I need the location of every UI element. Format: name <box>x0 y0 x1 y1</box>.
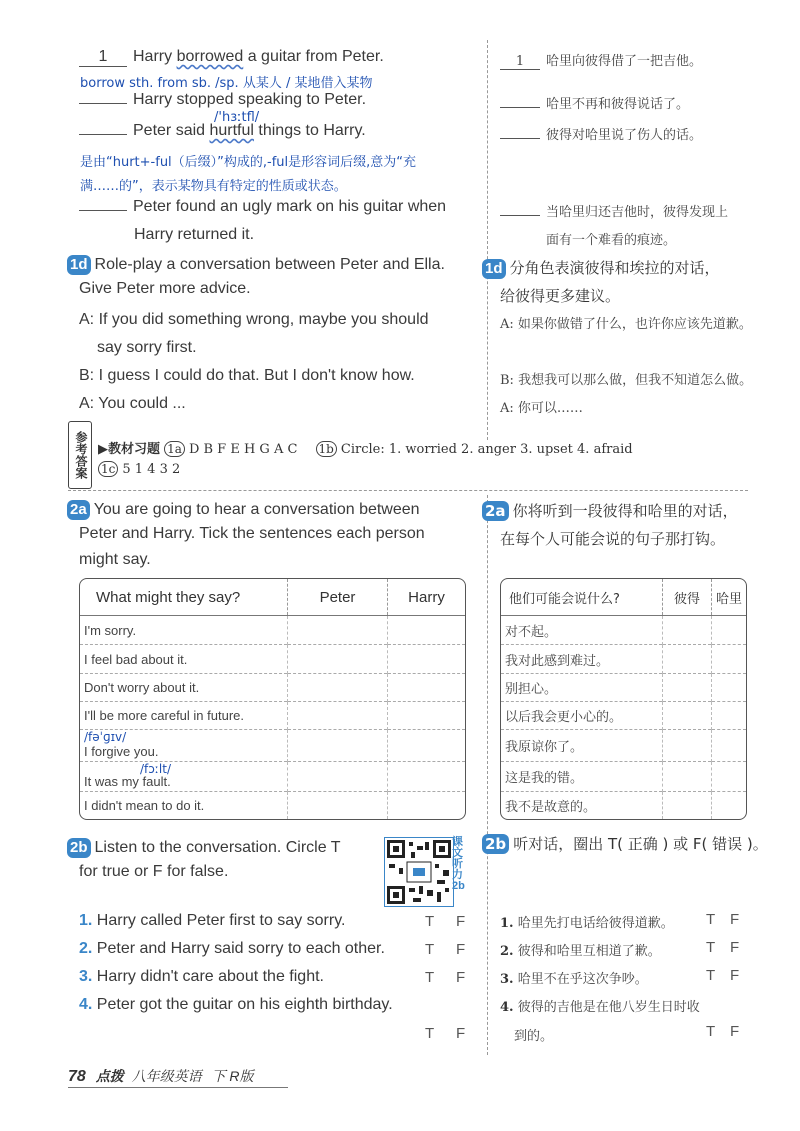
book-title: 八年级英语 <box>131 1068 202 1084</box>
row-text: I'm sorry. <box>80 616 288 645</box>
s1d-title: 1d Role-play a conversation between Peter and Ella. <box>67 255 445 275</box>
brand: 点拨 <box>95 1068 124 1084</box>
answer-blank[interactable] <box>79 134 127 135</box>
answers-line-2: 1c 5 1 4 3 2 <box>98 461 180 477</box>
page-number: 78 <box>68 1068 86 1085</box>
table-row <box>501 730 746 762</box>
table-row <box>501 702 746 730</box>
tick-cell[interactable] <box>663 792 712 819</box>
false-option[interactable]: F <box>730 1023 740 1040</box>
table-row <box>80 730 465 762</box>
false-option[interactable]: F <box>456 1025 466 1042</box>
false-option[interactable]: F <box>456 913 466 930</box>
table-row <box>80 792 465 819</box>
table-header: What might they say? <box>80 579 288 616</box>
section-badge-1d: 1d <box>482 259 506 279</box>
s1c-cn-item-4: 当哈里归还吉他时，彼得发现上 <box>500 201 728 220</box>
tick-cell[interactable] <box>712 762 747 792</box>
table-header-peter: Peter <box>288 579 388 616</box>
table-row <box>80 645 465 674</box>
tick-cell[interactable] <box>388 792 466 819</box>
true-option[interactable]: T <box>425 913 435 930</box>
tick-table-cn <box>500 578 747 820</box>
dialog-line-cn: B: 我想我可以那么做，但我不知道怎么做。 <box>500 373 753 388</box>
dialog-line: say sorry first. <box>97 339 197 356</box>
row-text: Don't worry about it. <box>80 674 288 702</box>
note-borrow: borrow sth. from sb. /sp. 从某人 / 某地借入某物 <box>80 76 373 91</box>
table-row <box>80 762 465 792</box>
tick-cell[interactable] <box>288 674 388 702</box>
true-option[interactable]: T <box>425 1025 435 1042</box>
s1c-item-3: Peter said hurtful things to Harry. <box>79 122 366 140</box>
tick-cell[interactable] <box>663 645 712 674</box>
tick-cell[interactable] <box>712 702 747 730</box>
row-text: 我不是故意的。 <box>501 792 663 819</box>
answer-blank[interactable]: 1 <box>500 54 540 70</box>
tf-item: 3. Harry didn't care about the fight. <box>79 968 324 985</box>
table-header-peter: 彼得 <box>663 579 712 616</box>
false-option[interactable]: F <box>456 969 466 986</box>
page-footer <box>68 1066 253 1086</box>
tick-cell[interactable] <box>663 616 712 645</box>
tick-cell[interactable] <box>712 674 747 702</box>
tick-cell[interactable] <box>663 762 712 792</box>
tf-item: 2. Peter and Harry said sorry to each other. <box>79 940 385 957</box>
s2a-title-cn-2: 在每个人可能会说的句子那打钩。 <box>500 530 726 548</box>
true-option[interactable]: T <box>706 911 716 928</box>
tick-cell[interactable] <box>712 616 747 645</box>
answer-blank[interactable] <box>79 103 127 104</box>
answer-blank[interactable] <box>500 107 540 108</box>
s1c-item-1: 1 Harry borrowed a guitar from Peter. <box>79 48 384 67</box>
tick-cell[interactable] <box>388 730 466 762</box>
tick-cell[interactable] <box>663 730 712 762</box>
tick-cell[interactable] <box>288 645 388 674</box>
dialog-line: A: You could ... <box>79 395 186 412</box>
false-option[interactable]: F <box>730 967 740 984</box>
s1c-cn-item-4-cont: 面有一个难看的痕迹。 <box>546 233 677 248</box>
s1c-item-4-cont: Harry returned it. <box>134 226 255 243</box>
true-option[interactable]: T <box>706 939 716 956</box>
s2b-title: 2b Listen to the conversation. Circle T <box>67 838 341 858</box>
table-header-harry: Harry <box>388 579 466 616</box>
row-text: /fəˈɡɪv/ I forgive you. <box>80 730 288 762</box>
qr-code-icon <box>387 840 451 904</box>
s1c-cn-item-3: 彼得对哈里说了伤人的话。 <box>500 124 702 143</box>
tick-cell[interactable] <box>388 762 466 792</box>
table-row <box>80 674 465 702</box>
dialog-line: B: I guess I could do that. But I don't know how. <box>79 367 415 384</box>
section-badge-2b: 2b <box>482 834 509 854</box>
false-option[interactable]: F <box>730 939 740 956</box>
answer-blank[interactable] <box>500 138 540 139</box>
table-row <box>501 674 746 702</box>
row-text: 以后我会更小心的。 <box>501 702 663 730</box>
table-row <box>501 645 746 674</box>
answer-blank[interactable] <box>500 215 540 216</box>
tick-cell[interactable] <box>712 730 747 762</box>
tick-cell[interactable] <box>663 674 712 702</box>
tf-item-cn: 2. 彼得和哈里互相道了歉。 <box>500 944 661 959</box>
s1c-cn-item-2: 哈里不再和彼得说话了。 <box>500 93 689 112</box>
s2a-title: 2a You are going to hear a conversation between <box>67 500 420 520</box>
tf-item: 1. Harry called Peter first to say sorry. <box>79 912 346 929</box>
tick-cell[interactable] <box>388 702 466 730</box>
tf-item-cn-cont: 到的。 <box>514 1029 554 1044</box>
tick-cell[interactable] <box>288 792 388 819</box>
section-badge-2a: 2a <box>67 500 90 520</box>
s2b-title-2: for true or F for false. <box>79 863 229 880</box>
column-divider <box>487 40 488 440</box>
note-hurtful-2: 满……的”，表示某物具有特定的性质或状态。 <box>80 179 347 194</box>
dialog-line-cn: A: 如果你做错了什么，也许你应该先道歉。 <box>500 317 752 332</box>
answer-label: 参考答案 <box>68 421 92 489</box>
s1d-title-cn-2: 给彼得更多建议。 <box>500 287 621 305</box>
table-row <box>80 616 465 645</box>
row-text: 对不起。 <box>501 616 663 645</box>
answer-badge-1a: 1a <box>164 441 185 457</box>
tf-item-cn: 1. 哈里先打电话给彼得道歉。 <box>500 916 674 931</box>
row-text: I didn't mean to do it. <box>80 792 288 819</box>
true-option[interactable]: T <box>425 941 435 958</box>
table-header: 他们可能会说什么? <box>501 579 663 616</box>
section-badge-2b: 2b <box>67 838 91 858</box>
tf-item: 4. Peter got the guitar on his eighth birthday. <box>79 996 393 1013</box>
dialog-line-cn: A: 你可以…… <box>500 401 583 416</box>
table-row <box>501 616 746 645</box>
s1d-title-2: Give Peter more advice. <box>79 280 251 297</box>
dialog-line: A: If you did something wrong, maybe you should <box>79 311 429 328</box>
tick-cell[interactable] <box>388 616 466 645</box>
column-divider <box>487 495 488 1055</box>
tf-item-cn: 4. 彼得的吉他是在他八岁生日时收 <box>500 1000 700 1015</box>
s1c-cn-item-1: 1 哈里向彼得借了一把吉他。 <box>500 50 702 70</box>
row-text: 别担心。 <box>501 674 663 702</box>
answers-line-1: ▶教材习题 1a D B F E H G A C 1b Circle: 1. worried 2. anger 3. upset 4. afraid <box>98 442 633 457</box>
phonetic-hurtful: /'hɜːtfl/ <box>214 110 260 125</box>
answer-blank[interactable] <box>79 210 127 211</box>
table-header-harry: 哈里 <box>712 579 747 616</box>
row-text: /fɔːlt/ It was my fault. <box>80 762 288 792</box>
tick-cell[interactable] <box>663 702 712 730</box>
qr-label: 课文听力2b <box>452 836 465 892</box>
false-option[interactable]: F <box>730 911 740 928</box>
s1c-item-4: Peter found an ugly mark on his guitar when <box>79 198 446 216</box>
true-option[interactable]: T <box>425 969 435 986</box>
tick-cell[interactable] <box>288 702 388 730</box>
false-option[interactable]: F <box>456 941 466 958</box>
s1c-item-2: Harry stopped speaking to Peter. <box>79 91 366 109</box>
section-badge-2a: 2a <box>482 501 509 521</box>
tick-cell[interactable] <box>712 792 747 819</box>
s1d-title-cn: 1d 分角色表演彼得和埃拉的对话， <box>482 257 720 279</box>
s2b-title-cn: 2b 听对话，圈出 T( 正确 ) 或 F( 错误 )。 <box>482 833 768 854</box>
tick-cell[interactable] <box>288 730 388 762</box>
tick-cell[interactable] <box>288 616 388 645</box>
tick-table-en <box>79 578 466 820</box>
tick-cell[interactable] <box>388 674 466 702</box>
true-option[interactable]: T <box>706 967 716 984</box>
tick-cell[interactable] <box>288 762 388 792</box>
tick-cell[interactable] <box>712 645 747 674</box>
answer-blank[interactable]: 1 <box>79 48 127 67</box>
note-hurtful-1: 是由“hurt+-ful（后缀）”构成的,-ful是形容词后缀,意为“充 <box>80 155 417 170</box>
section-separator <box>68 490 748 491</box>
phonetic-forgive: /fəˈɡɪv/ <box>84 730 127 744</box>
row-text: 我原谅你了。 <box>501 730 663 762</box>
answer-badge-1c: 1c <box>98 461 118 477</box>
tick-cell[interactable] <box>388 645 466 674</box>
qr-code[interactable] <box>384 837 454 907</box>
answer-badge-1b: 1b <box>316 441 337 457</box>
row-text: I'll be more careful in future. <box>80 702 288 730</box>
table-row <box>501 792 746 819</box>
table-row <box>80 702 465 730</box>
row-text: I feel bad about it. <box>80 645 288 674</box>
table-row <box>501 762 746 792</box>
tf-item-cn: 3. 哈里不在乎这次争吵。 <box>500 972 648 987</box>
row-text: 我对此感到难过。 <box>501 645 663 674</box>
row-text: 这是我的错。 <box>501 762 663 792</box>
footer-rule <box>68 1087 288 1088</box>
s2a-title-3: might say. <box>79 551 151 568</box>
s2a-title-cn: 2a 你将听到一段彼得和哈里的对话， <box>482 500 738 521</box>
edition: 下 R版 <box>211 1068 254 1084</box>
phonetic-fault: /fɔːlt/ <box>140 762 171 776</box>
true-option[interactable]: T <box>706 1023 716 1040</box>
section-badge-1d: 1d <box>67 255 91 275</box>
s2a-title-2: Peter and Harry. Tick the sentences each person <box>79 525 425 542</box>
